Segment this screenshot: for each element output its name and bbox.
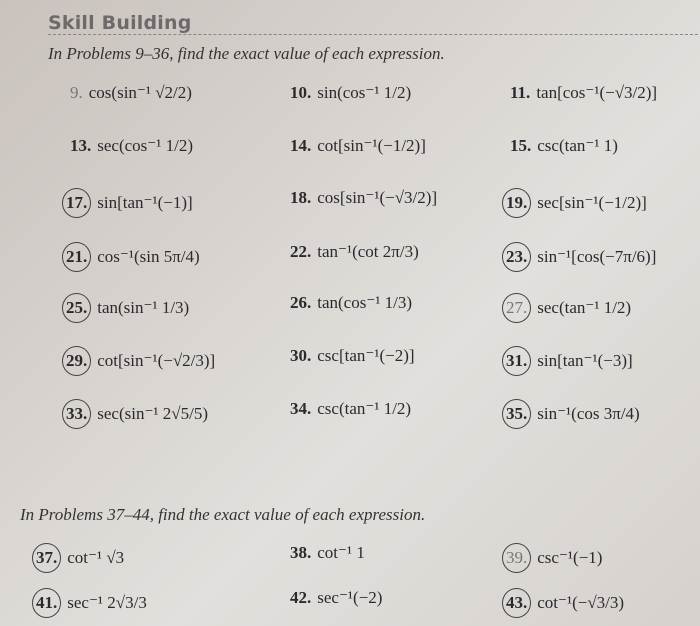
problem-number: 13. bbox=[70, 136, 92, 155]
problem-number: 38. bbox=[290, 543, 312, 562]
problem-15 bbox=[510, 136, 618, 156]
instruction-9-36: In Problems 9–36, find the exact value of each expression. bbox=[48, 44, 445, 63]
problem-19 bbox=[506, 188, 647, 218]
problem-11 bbox=[510, 83, 657, 103]
problem-expression: sin(cos⁻¹ 1/2) bbox=[317, 83, 412, 102]
problem-number: 11. bbox=[510, 83, 531, 102]
problem-26 bbox=[290, 293, 412, 313]
problem-41 bbox=[36, 588, 147, 618]
problem-9 bbox=[70, 83, 192, 103]
problem-number: 26. bbox=[290, 293, 312, 312]
problem-25 bbox=[66, 293, 190, 323]
problem-number: 42. bbox=[290, 588, 312, 607]
problem-29 bbox=[66, 346, 216, 376]
problem-expression: cos(sin⁻¹ √2/2) bbox=[88, 83, 192, 102]
problem-number: 23. bbox=[502, 242, 531, 272]
problem-number: 22. bbox=[290, 242, 312, 261]
problem-expression: sec(sin⁻¹ 2√5/5) bbox=[97, 404, 208, 423]
problem-10 bbox=[290, 83, 411, 103]
problem-expression: csc(tan⁻¹ 1) bbox=[537, 136, 618, 155]
problem-number: 17. bbox=[62, 188, 91, 218]
problem-23 bbox=[506, 242, 657, 272]
problem-number: 31. bbox=[502, 346, 531, 376]
problem-expression: sec⁻¹(−2) bbox=[317, 588, 383, 607]
problem-expression: csc⁻¹(−1) bbox=[537, 548, 603, 567]
problem-number: 39. bbox=[502, 543, 531, 573]
problem-expression: sec⁻¹ 2√3/3 bbox=[67, 593, 147, 612]
problem-43 bbox=[506, 588, 625, 618]
problem-number: 27. bbox=[502, 293, 531, 323]
problem-14 bbox=[290, 136, 426, 156]
problem-35 bbox=[506, 399, 640, 429]
problem-number: 41. bbox=[32, 588, 61, 618]
problem-22 bbox=[290, 242, 419, 262]
problem-number: 15. bbox=[510, 136, 532, 155]
heading-rule bbox=[48, 34, 700, 35]
problem-expression: sin[tan⁻¹(−1)] bbox=[97, 193, 193, 212]
problem-expression: sec[sin⁻¹(−1/2)] bbox=[537, 193, 647, 212]
problem-expression: cot⁻¹ √3 bbox=[67, 548, 125, 567]
problem-number: 35. bbox=[502, 399, 531, 429]
problem-expression: csc[tan⁻¹(−2)] bbox=[317, 346, 415, 365]
problem-number: 37. bbox=[32, 543, 61, 573]
problem-17 bbox=[66, 188, 193, 218]
problem-33 bbox=[66, 399, 208, 429]
problem-expression: cot⁻¹ 1 bbox=[317, 543, 365, 562]
problem-number: 33. bbox=[62, 399, 91, 429]
problem-expression: sin⁻¹(cos 3π/4) bbox=[537, 404, 640, 423]
problem-number: 21. bbox=[62, 242, 91, 272]
problem-27 bbox=[506, 293, 632, 323]
problem-number: 30. bbox=[290, 346, 312, 365]
problem-expression: sec(tan⁻¹ 1/2) bbox=[537, 298, 632, 317]
problem-34 bbox=[290, 399, 411, 419]
problem-18 bbox=[290, 188, 437, 208]
problem-number: 34. bbox=[290, 399, 312, 418]
problem-expression: cot⁻¹(−√3/3) bbox=[537, 593, 625, 612]
problem-expression: csc(tan⁻¹ 1/2) bbox=[317, 399, 412, 418]
problem-37 bbox=[36, 543, 125, 573]
problem-expression: cos⁻¹(sin 5π/4) bbox=[97, 247, 200, 266]
problem-number: 10. bbox=[290, 83, 312, 102]
problem-number: 18. bbox=[290, 188, 312, 207]
instruction-37-44: In Problems 37–44, find the exact value of each expression. bbox=[20, 505, 426, 524]
section-heading: Skill Building bbox=[48, 12, 192, 34]
problem-number: 9. bbox=[70, 83, 83, 102]
problem-expression: sec(cos⁻¹ 1/2) bbox=[97, 136, 193, 155]
problem-21 bbox=[66, 242, 200, 272]
problem-expression: cos[sin⁻¹(−√3/2)] bbox=[317, 188, 438, 207]
problem-number: 29. bbox=[62, 346, 91, 376]
problem-30 bbox=[290, 346, 415, 366]
problem-number: 19. bbox=[502, 188, 531, 218]
problem-number: 25. bbox=[62, 293, 91, 323]
problem-number: 43. bbox=[502, 588, 531, 618]
problem-39 bbox=[506, 543, 603, 573]
problem-expression: cot[sin⁻¹(−1/2)] bbox=[317, 136, 426, 155]
problem-expression: tan(sin⁻¹ 1/3) bbox=[97, 298, 190, 317]
problem-13 bbox=[70, 136, 193, 156]
problem-expression: tan[cos⁻¹(−√3/2)] bbox=[536, 83, 658, 102]
problem-number: 14. bbox=[290, 136, 312, 155]
problem-expression: cot[sin⁻¹(−√2/3)] bbox=[97, 351, 216, 370]
problem-expression: sin⁻¹[cos(−7π/6)] bbox=[537, 247, 657, 266]
problem-38 bbox=[290, 543, 365, 563]
problem-expression: sin[tan⁻¹(−3)] bbox=[537, 351, 633, 370]
problem-expression: tan(cos⁻¹ 1/3) bbox=[317, 293, 413, 312]
problem-42 bbox=[290, 588, 382, 608]
problem-expression: tan⁻¹(cot 2π/3) bbox=[317, 242, 419, 261]
problem-31 bbox=[506, 346, 633, 376]
